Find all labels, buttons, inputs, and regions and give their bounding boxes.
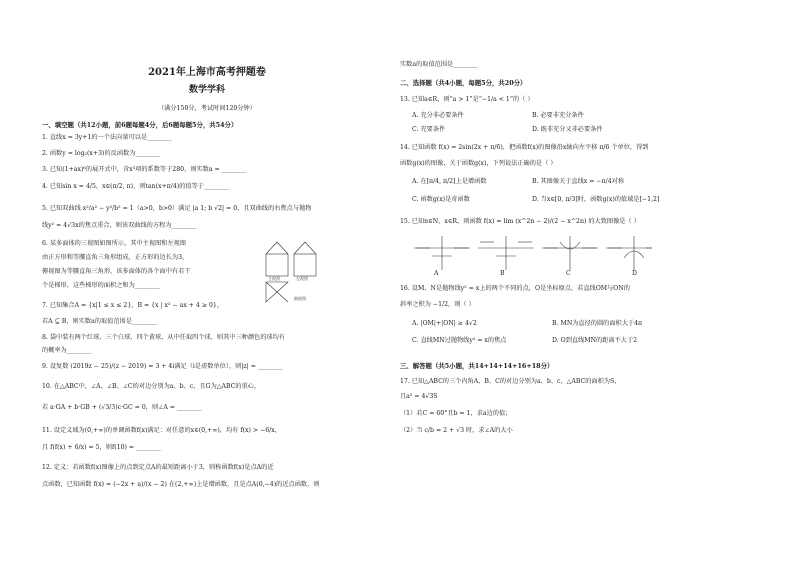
question-9: 9. 设复数 (2019z − 25)/(z − 2019) = 3 + 4i满足（i是虚数单位），则|z| = ________ bbox=[42, 363, 283, 370]
question-12-line-1: 12. 定义：若函数f(x)图像上的点到定点A的最短距离小于3，则称函数f(x)是点A的近 bbox=[42, 464, 274, 471]
question-10-line-2: 若 a·GA + b·GB + (√3/3)c·GC = 0，则∠A = ________ bbox=[42, 404, 202, 411]
q13-option-b: B. 必要非充分条件 bbox=[532, 112, 584, 119]
question-16-line-1: 16. 设M、N是抛物线y² = x上的两个不同的点，O是坐标原点，若直线OM与ON的 bbox=[400, 285, 630, 292]
q16-option-c: C. 直线MN过抛物线y² = x的焦点 bbox=[412, 337, 507, 344]
question-6-line-1: 6. 某多面体的三视图如图所示，其中主视图和左视图 bbox=[42, 240, 186, 247]
graph-d bbox=[606, 236, 652, 270]
section-2-heading: 二、选择题（共4小题，每题5分，共20分） bbox=[400, 79, 527, 87]
question-1: 1. 直线x = 3y+1的一个法向量可以是________ bbox=[42, 134, 172, 141]
q15-label-a: A bbox=[434, 270, 439, 277]
question-14-line-1: 14. 已知函数 f(x) = 2sin(2x + π/6)，把函数f(x)的图像沿x轴向左平移 π/6 个单位，得到 bbox=[400, 144, 649, 151]
question-17-part-2: （2）当 c/b = 2 + √3 时，求∠A的大小 bbox=[400, 427, 513, 434]
graph-b bbox=[478, 236, 534, 270]
q14-option-c: C. 函数g(x)是奇函数 bbox=[412, 196, 470, 203]
q14-option-b: B. 其图像关于直线x = −π/4对称 bbox=[532, 178, 625, 185]
q13-option-d: D. 既非充分又非必要条件 bbox=[532, 126, 603, 133]
side-view-label: 左视图 bbox=[296, 276, 308, 281]
q16-option-d: D. O到直线MN的距离不大于2 bbox=[552, 337, 638, 344]
question-12-line-2: 点函数，已知函数 f(x) = (−2x + a)/(x − 2) 在(2,+∞)上是增函数，且是点A(0,−4)的近点函数，则 bbox=[42, 481, 320, 488]
q15-label-d: D bbox=[632, 270, 637, 277]
question-11-line-1: 11. 设定义域为(0,+∞)的单调函数f(x)满足：对任意的x∈(0,+∞)，均有 f(x) > −6/x， bbox=[42, 427, 281, 434]
question-17-line-2: 且a² = 4√3S bbox=[400, 393, 438, 400]
question-15: 15. 已知n∈N，x∈R，则函数 f(x) = lim (x^2n − 2)/(2 − x^2n) 的大致图像是（ ） bbox=[400, 218, 640, 225]
question-16-line-2: 斜率之积为 −1/2，则（ ） bbox=[400, 301, 475, 308]
question-11-line-2: 且 f(f(x) + 6/x) = 5，则f(10) = ________ bbox=[42, 444, 161, 451]
question-6-line-4: 个是梯形，这些梯形的面积之和为________ bbox=[42, 282, 160, 289]
question-8-line-2: 的概率为________ bbox=[42, 347, 92, 354]
q13-option-a: A. 充分非必要条件 bbox=[412, 112, 464, 119]
q15-label-b: B bbox=[500, 270, 505, 277]
question-7-line-2: 若A ⊆ B，则实数a的取值范围是________ bbox=[42, 318, 157, 325]
section-3-heading: 三、解答题（共5小题，共14+14+14+16+18分） bbox=[400, 362, 554, 370]
three-views-figure bbox=[264, 236, 344, 306]
exam-subject: 数学学科 bbox=[188, 85, 225, 95]
q15-label-c: C bbox=[566, 270, 571, 277]
question-17-part-1: （1）若C = 60°且b = 1，求a边的值； bbox=[400, 410, 512, 417]
top-view-label: 俯视图 bbox=[294, 296, 306, 301]
question-6-line-3: 俯视图为等腰直角三角形，该多面体的各个面中有若干 bbox=[42, 268, 191, 275]
q15-graph-options bbox=[412, 234, 652, 278]
exam-title: 2021年上海市高考押题卷 bbox=[148, 67, 266, 78]
question-5-line-2: 线y² = 4√3x的焦点重合，则该双曲线的方程为________ bbox=[42, 222, 197, 229]
q14-option-d: D. 当x∈[0, π/3]时，函数g(x)的值域是[−1,2] bbox=[532, 196, 660, 203]
question-6-line-2: 由正方形和等腰直角三角形组成，正方形的边长为3， bbox=[42, 254, 189, 261]
question-3: 3. 已知(1+ax)⁶的展开式中，含x³项的系数等于280，则实数a = ________ bbox=[42, 166, 247, 173]
question-13: 13. 已知a∈R，则“a > 1”是“−1/a < 1”的（ ） bbox=[400, 96, 534, 103]
question-12-continued: 实数a的取值范围是________ bbox=[400, 61, 478, 68]
question-10-line-1: 10. 在△ABC中，∠A、∠B、∠C的对边分别为a、b、c，且G为△ABC的重心， bbox=[42, 383, 261, 390]
question-8-line-1: 8. 袋中装有两个红球、三个白球，四个黄球，从中任取四个球，则其中三种颜色的球均有 bbox=[42, 334, 285, 341]
q16-option-b: B. MN为直径的圆的面积大于4π bbox=[552, 320, 643, 327]
section-1-heading: 一、填空题（共12小题，前6题每题4分，后6题每题5分，共54分） bbox=[42, 121, 238, 129]
question-14-line-2: 函数g(x)的图像，关于函数g(x)，下列说法正确的是（ ） bbox=[400, 160, 557, 167]
question-2: 2. 函数y = log₂(x+3)的反函数为________ bbox=[42, 150, 161, 157]
question-17-line-1: 17. 已知△ABC的三个内角A、B、C的对边分别为a、b、c，△ABC的面积为S， bbox=[400, 378, 621, 385]
question-4: 4. 已知sin x = 4/5，x∈(π/2, π)，则tan(x+π/4)的值等于________ bbox=[42, 183, 229, 190]
q16-option-a: A. |OM|+|ON| ≥ 4√2 bbox=[412, 320, 477, 327]
q13-option-c: C. 充要条件 bbox=[412, 126, 446, 133]
graph-c bbox=[542, 236, 598, 270]
graph-a bbox=[414, 236, 470, 270]
front-view-label: 主视图 bbox=[268, 276, 280, 281]
question-5-line-1: 5. 已知双曲线 x²/a² − y²/b² = 1（a>0，b>0）满足 |a 1; b √2| = 0，且双曲线的右焦点与抛物 bbox=[42, 205, 312, 212]
question-7-line-1: 7. 已知集合A = {x|1 ≤ x ≤ 2}，B = {x | x² − ax + 4 ≥ 0}， bbox=[42, 302, 224, 309]
q14-option-a: A. 在[π/4, π/2]上是增函数 bbox=[412, 178, 487, 185]
exam-note: （满分150分，考试时间120分钟） bbox=[158, 105, 256, 112]
